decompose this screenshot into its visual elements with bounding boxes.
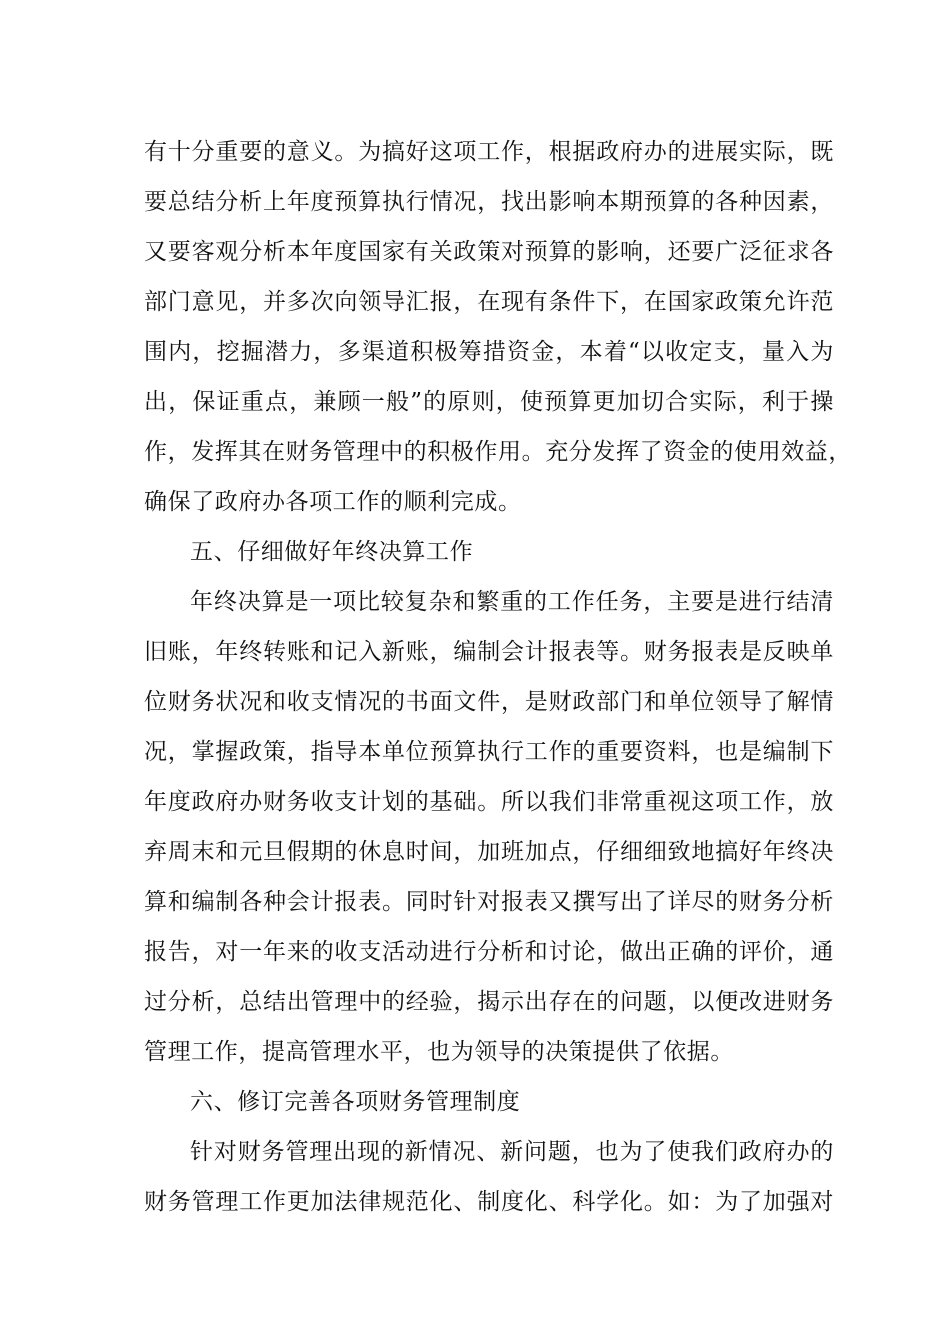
- paragraph-line: 又要客观分析本年度国家有关政策对预算的影响，还要广泛征求各: [144, 239, 834, 265]
- paragraph-line: 要总结分析上年度预算执行情况，找出影响本期预算的各种因素，: [144, 189, 834, 215]
- paragraph-line: 管理工作，提高管理水平，也为领导的决策提供了依据。: [144, 1039, 734, 1065]
- paragraph-line: 况，掌握政策，指导本单位预算执行工作的重要资料，也是编制下: [144, 739, 834, 765]
- paragraph-line: 确保了政府办各项工作的顺利完成。: [144, 489, 522, 515]
- paragraph-line: 有十分重要的意义。为搞好这项工作，根据政府办的进展实际，既: [144, 139, 834, 165]
- paragraph-line: 出，保证重点，兼顾一般”的原则，使预算更加切合实际，利于操: [144, 389, 834, 415]
- paragraph-line: 弃周末和元旦假期的休息时间，加班加点，仔细细致地搞好年终决: [144, 839, 834, 865]
- paragraph-line: 财务管理工作更加法律规范化、制度化、科学化。如：为了加强对: [144, 1189, 834, 1215]
- paragraph-line: 围内，挖掘潜力，多渠道积极筹措资金，本着“以收定支，量入为: [144, 339, 834, 365]
- section-heading: 六、修订完善各项财务管理制度: [190, 1089, 521, 1115]
- paragraph-line: 作，发挥其在财务管理中的积极作用。充分发挥了资金的使用效益，: [144, 439, 852, 465]
- paragraph-line: 报告，对一年来的收支活动进行分析和讨论，做出正确的评价，通: [144, 939, 834, 965]
- paragraph-line: 过分析，总结出管理中的经验，揭示出存在的问题，以便改进财务: [144, 989, 834, 1015]
- paragraph-line: 年终决算是一项比较复杂和繁重的工作任务，主要是进行结清: [190, 589, 834, 615]
- paragraph-line: 旧账，年终转账和记入新账，编制会计报表等。财务报表是反映单: [144, 639, 834, 665]
- paragraph-line: 算和编制各种会计报表。同时针对报表又撰写出了详尽的财务分析: [144, 889, 834, 915]
- paragraph-line: 部门意见，并多次向领导汇报，在现有条件下，在国家政策允许范: [144, 289, 834, 315]
- paragraph-line: 位财务状况和收支情况的书面文件，是财政部门和单位领导了解情: [144, 689, 834, 715]
- paragraph-line: 针对财务管理出现的新情况、新问题，也为了使我们政府办的: [190, 1139, 834, 1165]
- paragraph-line: 年度政府办财务收支计划的基础。所以我们非常重视这项工作，放: [144, 789, 834, 815]
- section-heading: 五、仔细做好年终决算工作: [190, 539, 474, 565]
